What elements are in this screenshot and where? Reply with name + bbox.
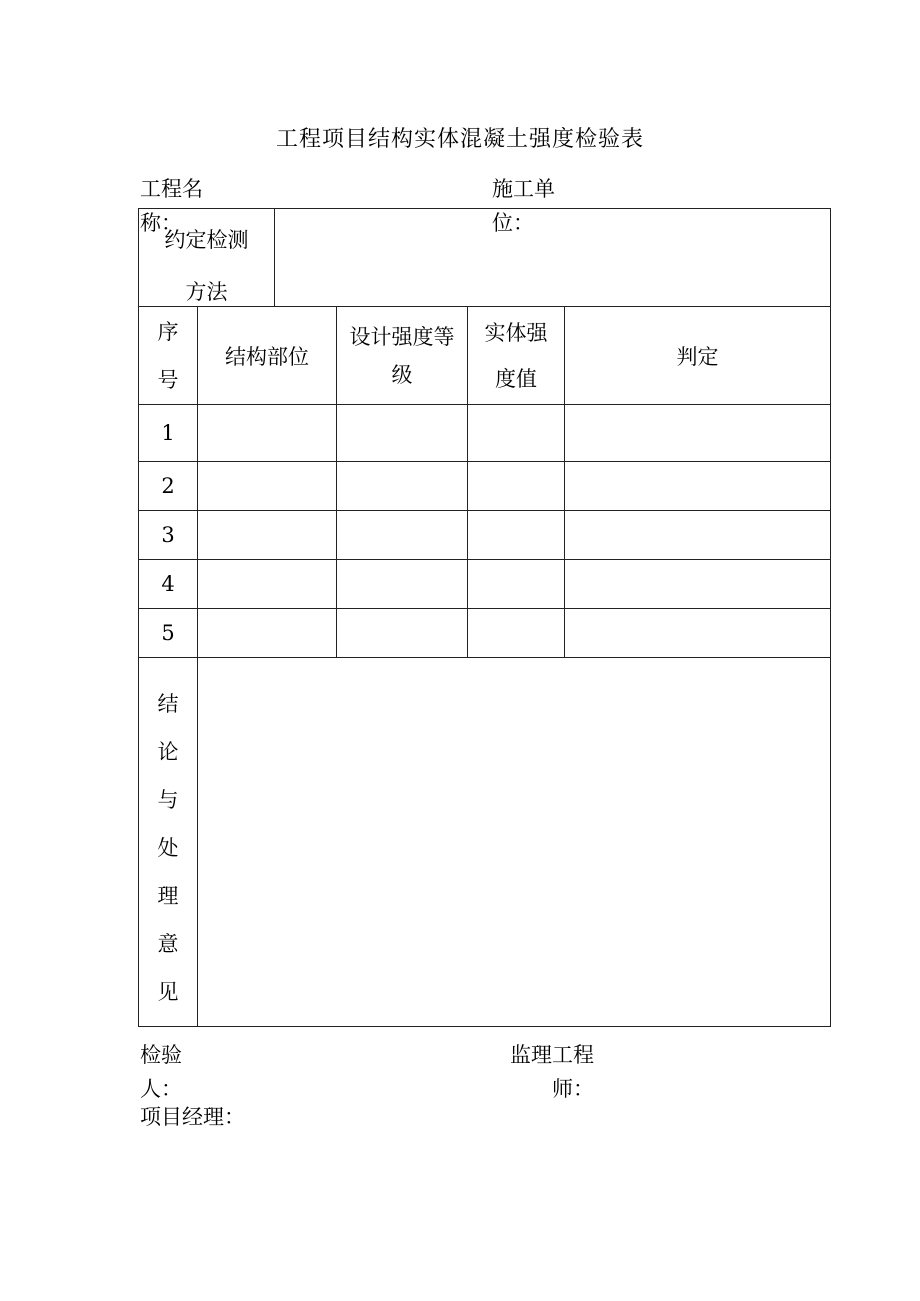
header-seq [139,307,197,404]
conclusion-label [139,680,197,1016]
row-number: 5 [161,621,175,645]
table-bottom-border [138,1026,831,1027]
header-judgment: 判定 [676,344,719,369]
method-label-text: 约定检测方法 [164,228,249,304]
table-border [138,461,831,462]
supervisor-label: 监理工程师： [510,1043,594,1101]
header-part: 结构部位 [225,344,309,369]
header-design-grade-label: 设计强度等级 [349,324,455,387]
method-label [139,214,274,318]
row-number: 4 [161,572,175,596]
header-seq-label: 序号 [157,319,179,392]
project-manager-label: 项目经理： [140,1105,245,1129]
conclusion-label-char: 意 [157,932,179,956]
row-number: 2 [161,474,175,498]
conclusion-field[interactable] [198,658,830,1026]
project-name-label: 工程名称： [140,177,203,235]
table-border [138,404,831,405]
conclusion-label-char: 结 [157,692,179,716]
row-number: 3 [161,523,175,547]
conclusion-label-char: 论 [157,740,179,764]
conclusion-label-char: 处 [157,836,179,860]
table-border [138,510,831,511]
conclusion-label-char: 与 [157,788,179,812]
page-title: 工程项目结构实体混凝土强度检验表 [275,127,644,152]
header-actual-strength [468,307,564,404]
table-border [138,559,831,560]
construction-unit-label: 施工单位： [492,177,555,235]
method-value-cell[interactable] [275,209,830,306]
conclusion-label-char: 见 [157,980,179,1004]
row-number: 1 [161,421,175,445]
header-design-grade [337,307,467,404]
table-border [138,608,831,609]
inspector-label: 检验人： [140,1043,182,1101]
table-right-border [830,208,831,1027]
header-actual-strength-label: 实体强度值 [484,320,548,391]
conclusion-label-char: 理 [157,884,179,908]
